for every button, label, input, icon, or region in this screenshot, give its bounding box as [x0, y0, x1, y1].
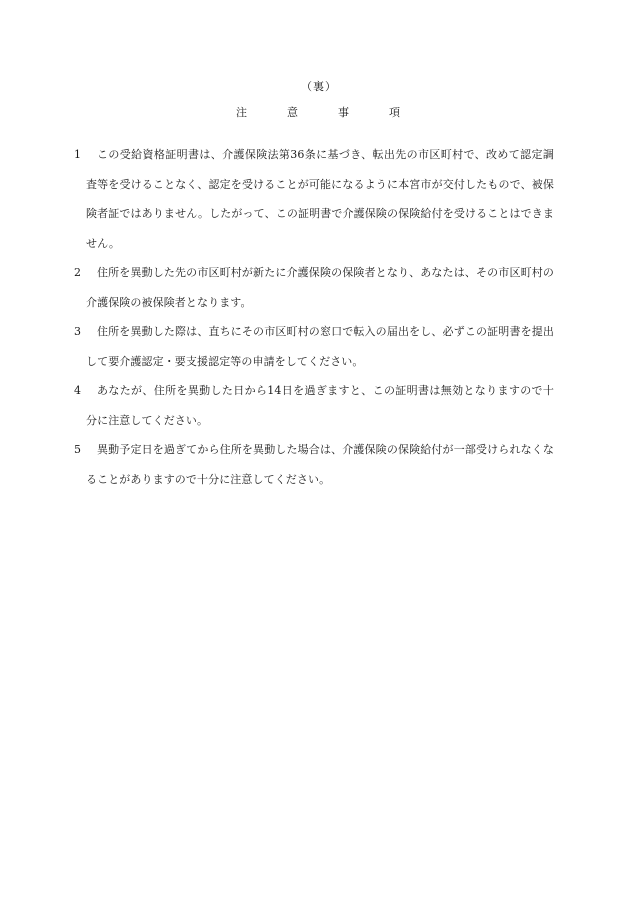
note-number: 2: [74, 266, 82, 279]
title-char: 事: [338, 106, 349, 119]
note-item: [74, 140, 554, 258]
title-char: 注: [236, 106, 247, 119]
title-char: 意: [287, 106, 298, 119]
note-number: 5: [74, 443, 82, 456]
note-item: [74, 376, 554, 435]
notes-list: [74, 140, 554, 494]
note-text: 異動予定日を過ぎてから住所を異動した場合は、介護保険の保険給付が一部受けられなくなることがありますので十分に注意してください。: [86, 443, 554, 486]
note-text: 住所を異動した先の市区町村が新たに介護保険の保険者となり、あなたは、その市区町村の介護保険の被保険者となります。: [86, 266, 554, 309]
note-item: [74, 317, 554, 376]
note-item: [74, 258, 554, 317]
note-text: あなたが、住所を異動した日から14日を過ぎますと、この証明書は無効となりますので十分に注意してください。: [86, 384, 554, 427]
title-char: 項: [389, 106, 400, 119]
note-text: この受給資格証明書は、介護保険法第36条に基づき、転出先の市区町村で、改めて認定調査等を受けることなく、認定を受けることが可能になるように本宮市が交付したもので、被保険者証ではありません。したがって、この証明書で介護保険の保険給付を受けることはできません。: [86, 148, 554, 250]
note-text: 住所を異動した際は、直ちにその市区町村の窓口で転入の届出をし、必ずこの証明書を提出して要介護認定・要支援認定等の申請をしてください。: [86, 325, 554, 368]
note-item: [74, 435, 554, 494]
document-title: [0, 104, 630, 120]
note-number: 3: [74, 325, 82, 338]
note-number: 4: [74, 384, 82, 397]
note-number: 1: [74, 148, 82, 161]
reverse-side-label: （裏）: [301, 80, 337, 93]
